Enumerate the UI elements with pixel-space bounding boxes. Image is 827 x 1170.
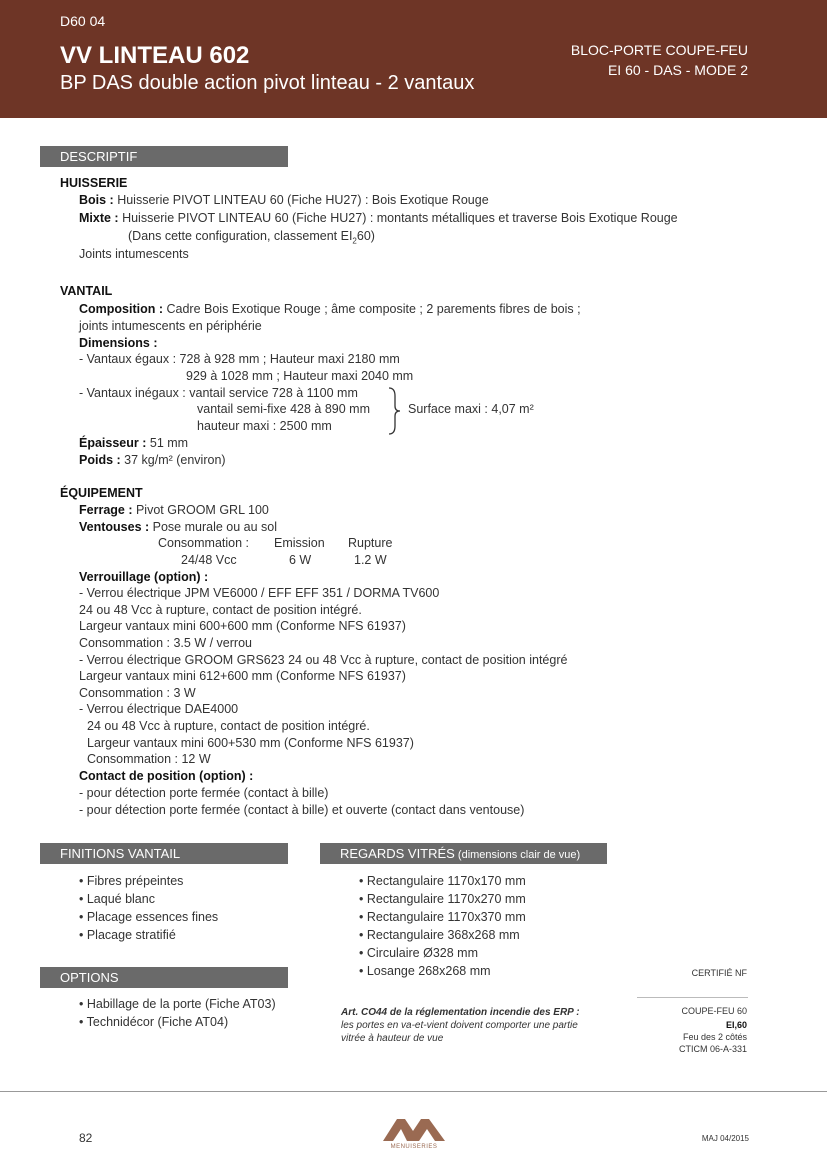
finition-item: • Laqué blanc	[79, 892, 155, 906]
mixte-label: Mixte :	[79, 211, 119, 225]
bois-label: Bois :	[79, 193, 114, 207]
classification	[571, 40, 748, 80]
composition-line: Composition : Cadre Bois Exotique Rouge ; âme composite ; 2 parements fibres de bois ;	[79, 302, 581, 316]
am-menuiseries-logo: MENUISERIES	[383, 1117, 445, 1147]
regard-item: • Rectangulaire 368x268 mm	[359, 928, 520, 942]
mixte-note: (Dans cette configuration, classement $EI_260$)	[128, 229, 375, 246]
table-value-emission: 6 W	[289, 553, 312, 567]
regard-item: • Circulaire Ø328 mm	[359, 946, 478, 960]
regard-item: • Rectangulaire 1170x270 mm	[359, 892, 526, 906]
finition-item: • Fibres prépeintes	[79, 874, 184, 888]
finitions-bar: FINITIONS VANTAIL	[40, 843, 288, 864]
cert-feu: Feu des 2 côtés	[682, 1032, 747, 1042]
verrou-line: Consommation : 3 W	[79, 686, 196, 700]
product-subtitle: BP DAS double action pivot linteau - 2 vantaux	[60, 72, 475, 94]
cert-ei: EI,60	[725, 1020, 747, 1030]
verrouillage-label: Verrouillage (option) :	[79, 570, 209, 584]
page-header	[0, 0, 827, 118]
dimensions-label: Dimensions :	[79, 336, 158, 350]
page-number: 82	[79, 1131, 93, 1145]
option-item: • Technidécor (Fiche AT04)	[79, 1015, 229, 1029]
mixte-line	[79, 211, 678, 225]
cert-ref: CTICM 06-A-331	[678, 1044, 747, 1054]
inegaux-line3: hauteur maxi : 2500 mm	[197, 419, 332, 433]
contact-line: - pour détection porte fermée (contact à bille)	[79, 786, 329, 800]
verrou-indented-line: Consommation : 12 W	[87, 752, 211, 766]
cert-divider	[637, 997, 748, 998]
footer-divider	[0, 1091, 827, 1092]
regard-item: • Rectangulaire 1170x370 mm	[359, 910, 526, 924]
egaux-line2: 929 à 1028 mm ; Hauteur maxi 2040 mm	[186, 369, 414, 383]
verrou-line: Consommation : 3.5 W / verrou	[79, 636, 252, 650]
verrou-line: - Verrou électrique JPM VE6000 / EFF EFF 351 / DORMA TV600	[79, 586, 440, 600]
verrou-line: - Verrou électrique GROOM GRS623 24 ou 48 Vcc à rupture, contact de position intégré	[79, 653, 568, 667]
mixte-text: Huisserie PIVOT LINTEAU 60 (Fiche HU27) : montants métalliques et traverse Bois Exotique Rouge	[118, 211, 678, 225]
verrou-line: 24 ou 48 Vcc à rupture, contact de position intégré.	[79, 603, 362, 617]
verrou-line: - Verrou électrique DAE4000	[79, 702, 239, 716]
classification-line2: EI 60 - DAS - MODE 2	[607, 62, 748, 78]
erp-note: Art. CO44 de la réglementation incendie des ERP : les portes en va-et-vient doivent comporter une partie vitrée à hauteur de vue	[341, 1007, 580, 1044]
product-title: VV LINTEAU 602	[60, 42, 250, 69]
regard-item: • Losange 268x268 mm	[359, 964, 491, 978]
verrou-line: Largeur vantaux mini 600+600 mm (Conforme NFS 61937)	[79, 619, 406, 633]
descriptif-bar: DESCRIPTIF	[40, 146, 288, 167]
table-header-consommation: Consommation :	[158, 536, 250, 550]
joints-line: Joints intumescents	[79, 247, 189, 261]
regards-bar: REGARDS VITRÉS (dimensions clair de vue)	[320, 843, 607, 864]
classification-line1: BLOC-PORTE COUPE-FEU	[570, 42, 748, 58]
document-code: D60 04	[60, 13, 106, 29]
table-value-voltage: 24/48 Vcc	[181, 553, 237, 567]
contact-label: Contact de position (option) :	[79, 769, 254, 783]
table-value-rupture: 1.2 W	[354, 553, 387, 567]
verrou-indented-line: 24 ou 48 Vcc à rupture, contact de position intégré.	[87, 719, 370, 733]
bois-text: Huisserie PIVOT LINTEAU 60 (Fiche HU27) : Bois Exotique Rouge	[113, 193, 489, 207]
bois-line	[79, 193, 489, 207]
cert-coupe-feu: COUPE-FEU 60	[681, 1006, 747, 1016]
table-header-rupture: Rupture	[348, 536, 393, 550]
composition-line2: joints intumescents en périphérie	[79, 319, 262, 333]
maj-date: MAJ 04/2015	[701, 1134, 749, 1143]
huisserie-heading: HUISSERIE	[60, 176, 128, 190]
ferrage-line: Ferrage : Pivot GROOM GRL 100	[79, 503, 269, 517]
egaux-line1: - Vantaux égaux : 728 à 928 mm ; Hauteur maxi 2180 mm	[79, 352, 400, 366]
verrou-indented-line: Largeur vantaux mini 600+530 mm (Conforme NFS 61937)	[87, 736, 414, 750]
option-item: • Habillage de la porte (Fiche AT03)	[79, 997, 276, 1011]
table-header-emission: Emission	[274, 536, 325, 550]
inegaux-line2: vantail semi-fixe 428 à 890 mm	[197, 402, 370, 416]
equipement-heading: ÉQUIPEMENT	[60, 486, 143, 500]
finition-item: • Placage essences fines	[79, 910, 219, 924]
verrou-line: Largeur vantaux mini 612+600 mm (Conforme NFS 61937)	[79, 669, 406, 683]
ventouses-line: Ventouses : Pose murale ou au sol	[79, 520, 278, 534]
surface-maxi: Surface maxi : 4,07 m²	[408, 402, 534, 416]
epaisseur-line: Épaisseur : 51 mm	[79, 436, 189, 450]
contact-line: - pour détection porte fermée (contact à bille) et ouverte (contact dans ventouse)	[79, 803, 525, 817]
poids-line: Poids : 37 kg/m² (environ)	[79, 453, 226, 467]
vantail-heading: VANTAIL	[60, 284, 113, 298]
options-bar: OPTIONS	[40, 967, 288, 988]
regard-item: • Rectangulaire 1170x170 mm	[359, 874, 526, 888]
inegaux-line1: - Vantaux inégaux : vantail service 728 à 1100 mm	[79, 386, 358, 400]
brace-icon	[387, 386, 403, 436]
finition-item: • Placage stratifié	[79, 928, 176, 942]
certifie-nf: CERTIFIÉ NF	[691, 968, 747, 978]
